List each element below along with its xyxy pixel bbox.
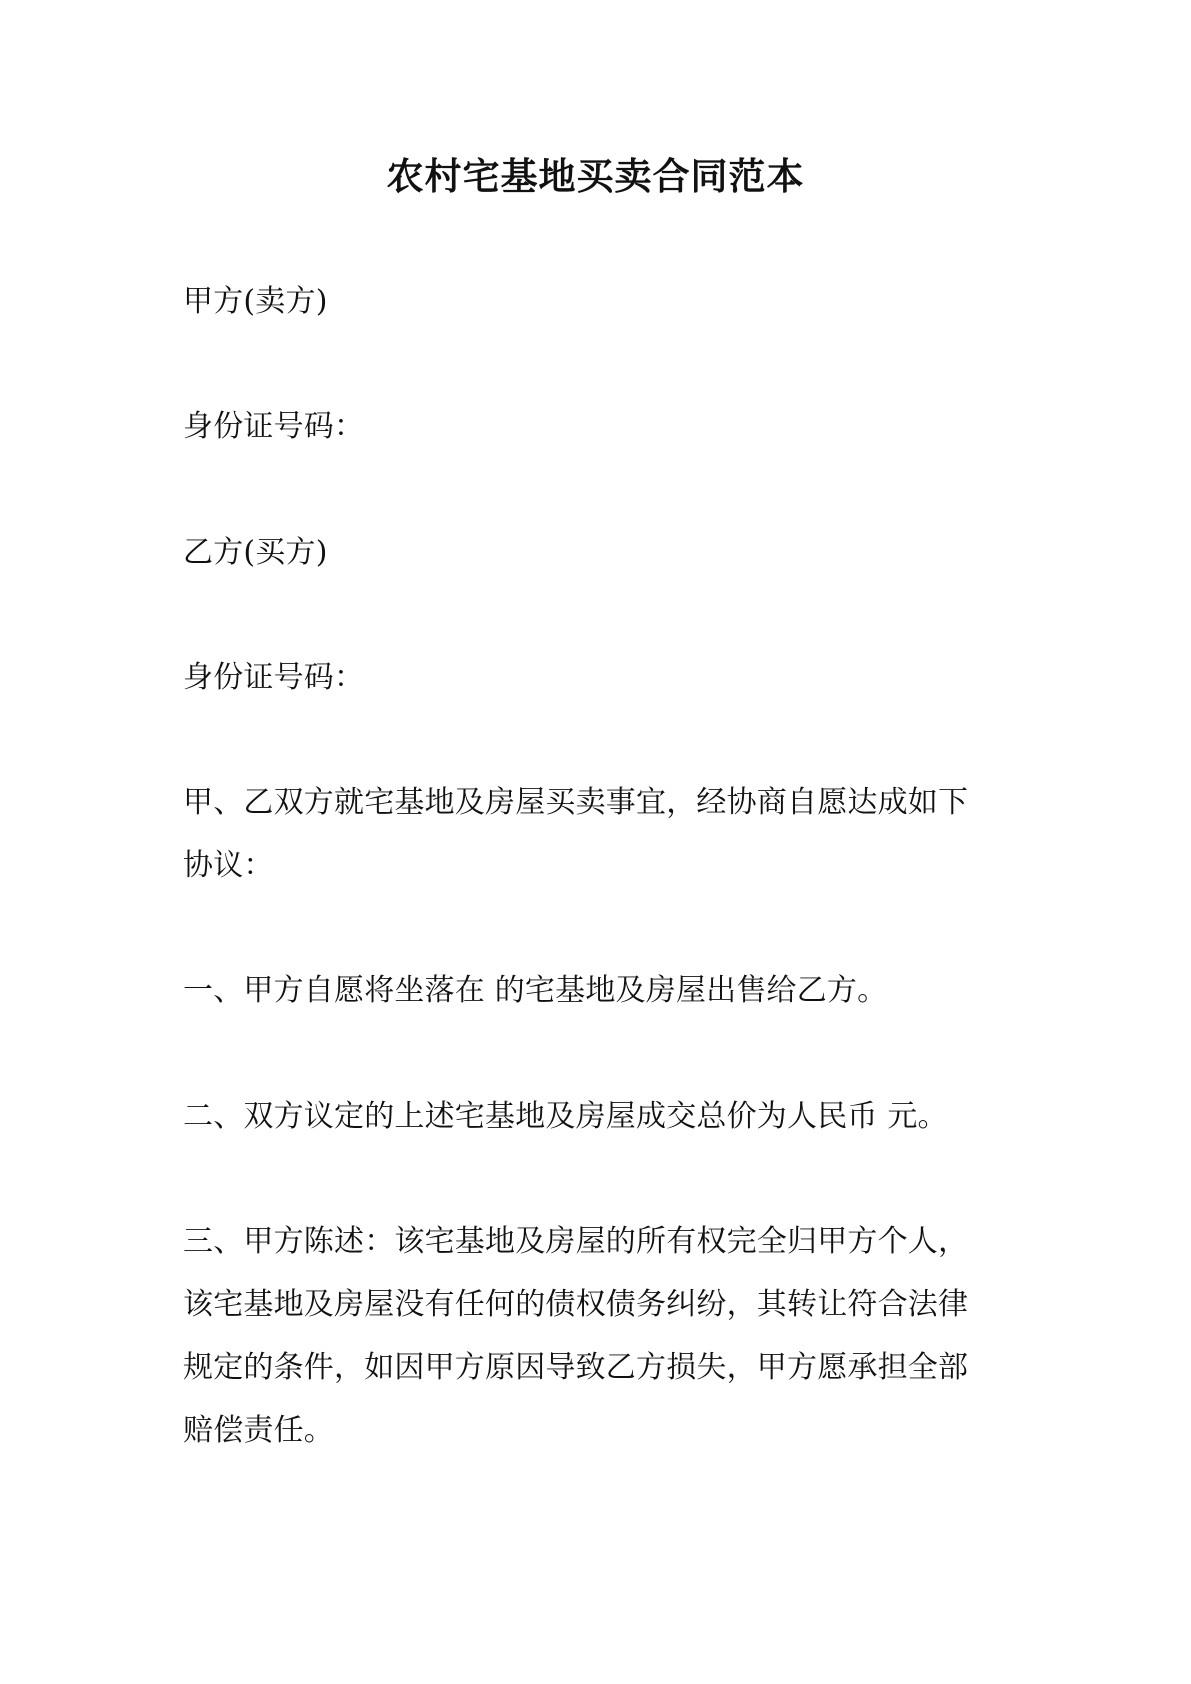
clause-3-line-2: 该宅基地及房屋没有任何的债权债务纠纷，其转让符合法律 xyxy=(183,1287,969,1322)
intro-paragraph-line-1: 甲、乙双方就宅基地及房屋买卖事宜，经协商自愿达成如下 xyxy=(183,785,969,820)
party-a-label: 甲方(卖方) xyxy=(183,284,328,319)
party-b-label: 乙方(买方) xyxy=(183,535,328,570)
document-title: 农村宅基地买卖合同范本 xyxy=(386,154,805,198)
clause-3-line-1: 三、甲方陈述：该宅基地及房屋的所有权完全归甲方个人， xyxy=(183,1224,969,1259)
clause-1: 一、甲方自愿将坐落在 的宅基地及房屋出售给乙方。 xyxy=(183,973,888,1008)
clause-3-line-4: 赔偿责任。 xyxy=(183,1413,334,1448)
party-a-id-label: 身份证号码： xyxy=(183,409,365,444)
clause-3-line-3: 规定的条件，如因甲方原因导致乙方损失，甲方愿承担全部 xyxy=(183,1350,969,1385)
intro-paragraph-line-2: 协议： xyxy=(183,848,274,883)
party-b-id-label: 身份证号码： xyxy=(183,660,365,695)
clause-2: 二、双方议定的上述宅基地及房屋成交总价为人民币 元。 xyxy=(183,1099,948,1134)
